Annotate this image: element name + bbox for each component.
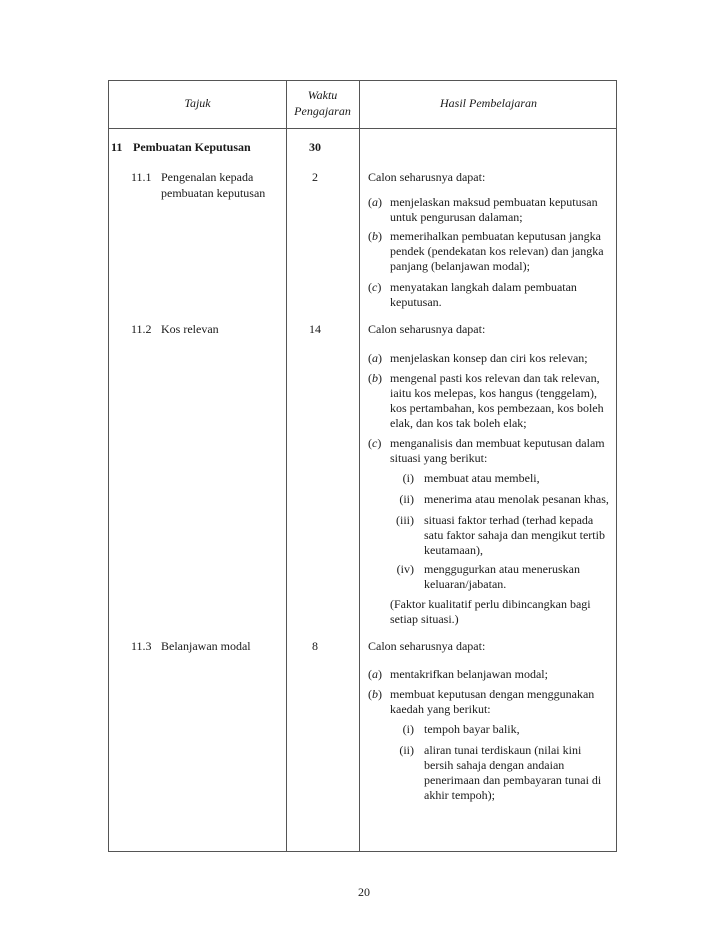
list-item: (b) membuat keputusan dengan menggunakan kaedah yang berikut: [368,687,595,716]
sub-list-item: (i) membuat atau membeli, [402,471,540,485]
topic-hours: 8 [312,639,318,653]
topic-title: Belanjawan modal [161,639,251,653]
column-divider [286,81,287,851]
header-divider [109,128,616,129]
syllabus-table [108,80,617,852]
outcome-intro: Calon seharusnya dapat: [368,170,486,184]
header-hasil: Hasil Pembelajaran [440,96,537,110]
topic-hours: 14 [309,322,321,336]
section-number: 11 [111,140,123,154]
section-title: Pembuatan Keputusan [133,140,251,154]
list-item: (c) menganalisis dan membuat keputusan dalam situasi yang berikut: [368,436,605,465]
topic-number: 11.2 [131,322,152,336]
sub-list-item: (ii) menerima atau menolak pesanan khas, [399,492,609,506]
sub-list-item: (ii) aliran tunai terdiskaun (nilai kini bersih sahaja dengan andaian penerimaan dan pembayaran tunai di akhir tempoh); [399,743,602,802]
list-item: (a) menjelaskan maksud pembuatan keputusan untuk pengurusan dalaman; [368,195,598,224]
list-item: (a) mentakrifkan belanjawan modal; [368,667,548,681]
outcome-intro: Calon seharusnya dapat: [368,639,486,653]
note: (Faktor kualitatif perlu dibincangkan bagi setiap situasi.) [390,597,591,626]
topic-hours: 2 [312,170,318,184]
outcome-intro: Calon seharusnya dapat: [368,322,486,336]
section-hours: 30 [309,140,321,154]
column-divider [359,81,360,851]
topic-title: Kos relevan [161,322,219,336]
sub-list-item: (i) tempoh bayar balik, [402,722,520,736]
topic-title: Pengenalan kepada pembuatan keputusan [161,170,266,200]
sub-list-item: (iv) menggugurkan atau meneruskan keluaran/jabatan. [396,562,580,591]
topic-number: 11.1 [131,170,152,184]
list-item: (b) mengenal pasti kos relevan dan tak relevan, iaitu kos melepas, kos hangus (tenggelam), kos pertambahan, kos pembezaan, kos boleh elak, dan kos tak boleh elak; [368,371,604,430]
sub-list-item: (iii) situasi faktor terhad (terhad kepada satu faktor sahaja dan mengikut tertib keutamaan), [396,513,605,557]
list-item: (c) menyatakan langkah dalam pembuatan keputusan. [368,280,577,309]
topic-number: 11.3 [131,639,152,653]
list-item: (b) memerihalkan pembuatan keputusan jangka pendek (pendekatan kos relevan) dan jangka panjang (belanjawan modal); [368,229,604,273]
list-item: (a) menjelaskan konsep dan ciri kos relevan; [368,351,588,365]
header-waktu: Waktu Pengajaran [294,88,351,118]
header-tajuk: Tajuk [184,96,211,110]
page-number: 20 [358,885,370,899]
